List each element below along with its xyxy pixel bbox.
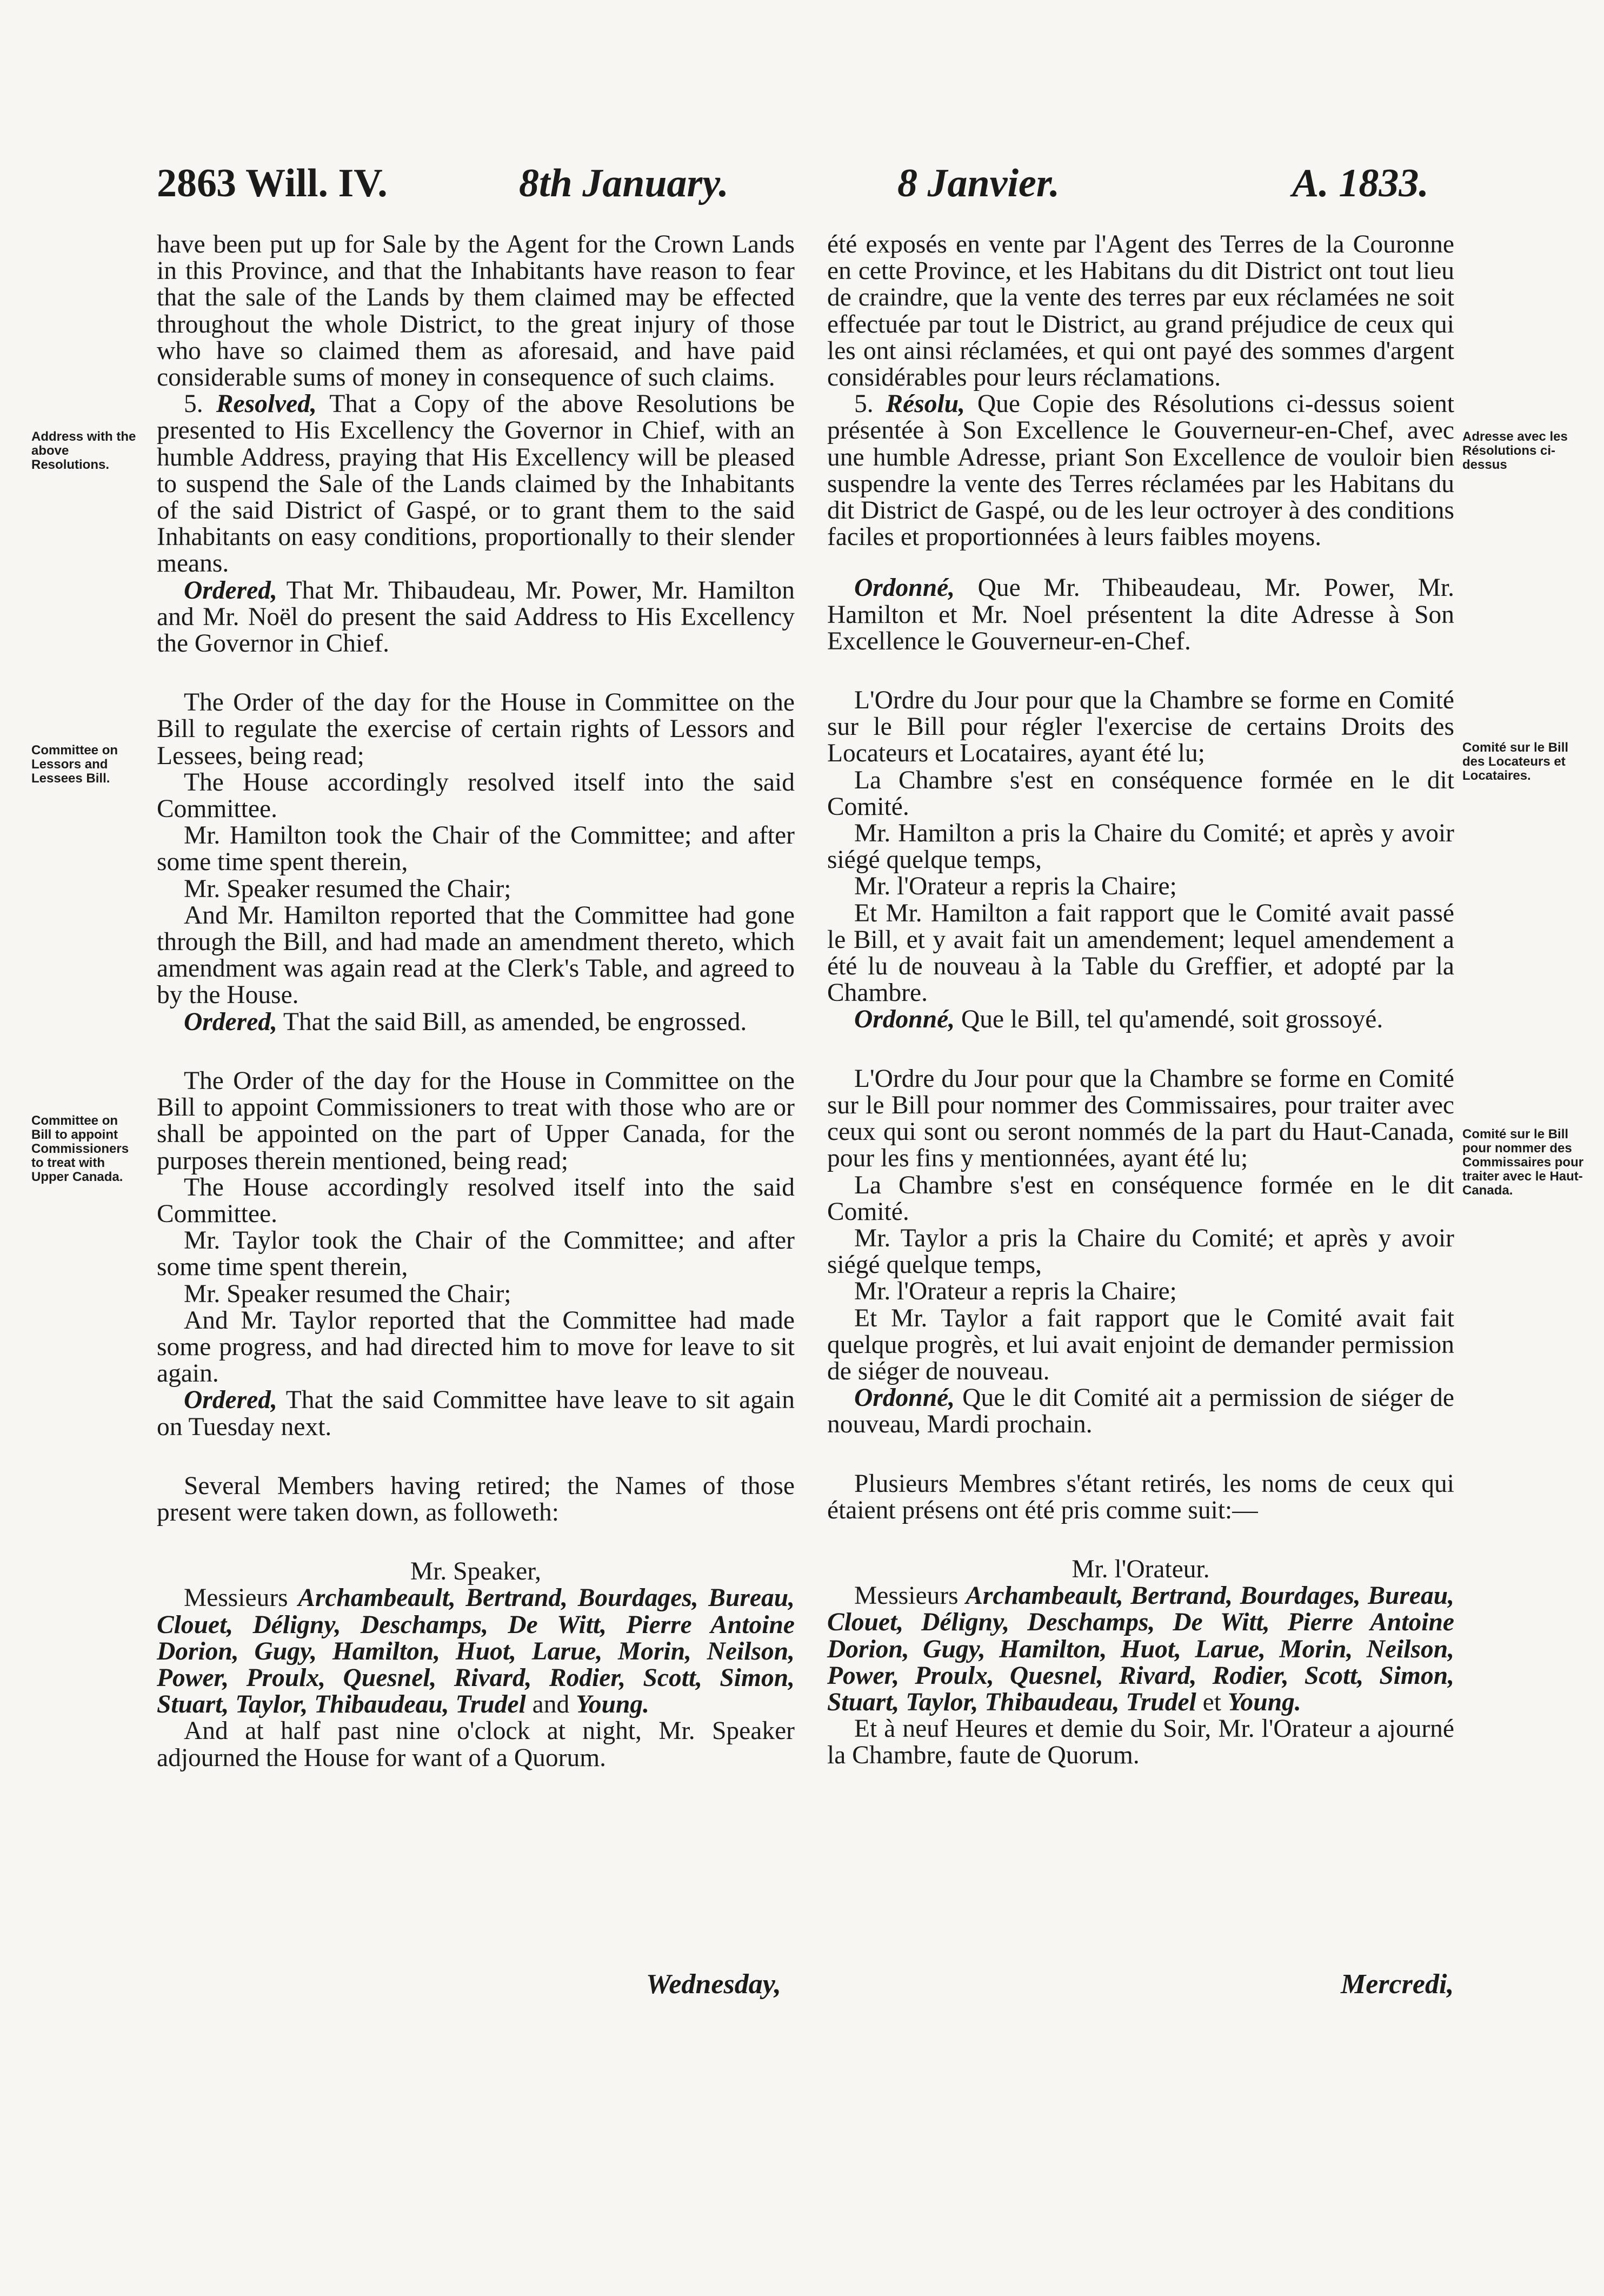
fr-order-address-keyword: Ordonné, bbox=[854, 574, 955, 602]
fr-lessors-ordered-text: Que le Bill, tel qu'amendé, soit grossoyé. bbox=[961, 1005, 1383, 1034]
fr-commissioners-committee-formed: La Chambre s'est en conséquence formée en le dit Comité. bbox=[827, 1171, 1454, 1226]
en-members-and: and bbox=[532, 1690, 570, 1719]
en-resolution-5 bbox=[157, 391, 795, 577]
fr-commissioners-order-read: L'Ordre du Jour pour que la Chambre se forme en Comité sur le Bill pour nommer des Commissaires, pour traiter avec ceux qui sont ou seront nommés de la part du Haut-Canada, pour les fins y mentionnées, ayant été lu; bbox=[827, 1064, 1454, 1173]
fr-commissioners-ordered-text: Que le dit Comité ait a permission de siéger de nouveau, Mardi prochain. bbox=[827, 1384, 1454, 1439]
fr-members-lead: Messieurs bbox=[854, 1582, 959, 1610]
fr-speaker: Mr. l'Orateur. bbox=[1071, 1555, 1210, 1583]
en-lessors-report: And Mr. Hamilton reported that the Committee had gone through the Bill, and had made an amendment thereto, which amendment was again read at the Clerk's Table, and agreed to by the House. bbox=[157, 901, 795, 1010]
fr-members-list bbox=[827, 1583, 1454, 1716]
en-lessors-ordered bbox=[157, 1009, 795, 1036]
page-number: 286 bbox=[157, 161, 217, 205]
en-members-list bbox=[157, 1585, 795, 1718]
en-commissioners-ordered bbox=[157, 1387, 795, 1440]
fr-members-last: Young. bbox=[1227, 1688, 1301, 1716]
fr-adjourn: Et à neuf Heures et demie du Soir, Mr. l'Orateur a ajourné la Chambre, faute de Quorum. bbox=[827, 1715, 1454, 1770]
en-lessors-speaker-resumed: Mr. Speaker resumed the Chair; bbox=[184, 874, 511, 903]
en-commissioners-committee-formed: The House accordingly resolved itself into the said Committee. bbox=[157, 1173, 795, 1228]
fr-commissioners-ordered bbox=[827, 1385, 1454, 1438]
margin-note-commissioners-en: Committee on Bill to appoint Commissioners to treat with Upper Canada. bbox=[31, 1113, 129, 1184]
fr-roll-intro: Plusieurs Membres s'étant retirés, les noms de ceux qui étaient présens ont été pris comme suit:— bbox=[827, 1469, 1454, 1524]
regnal-year: 3 Will. IV. bbox=[216, 161, 388, 205]
fr-lessors-committee-formed: La Chambre s'est en conséquence formée en le dit Comité. bbox=[827, 766, 1454, 821]
fr-order-address-text: Que Mr. Thibeaudeau, Mr. Power, Mr. Hamilton et Mr. Noel présentent la dite Adresse à Son Excellence le Gouverneur-en-Chef. bbox=[827, 574, 1454, 655]
fr-resolution-5 bbox=[827, 391, 1454, 550]
en-speaker: Mr. Speaker, bbox=[410, 1557, 542, 1586]
fr-lessors-order-read: L'Ordre du Jour pour que la Chambre se forme en Comité sur le Bill pour régler l'exercise de certains Droits des Locateurs et Locataires, ayant été lu; bbox=[827, 686, 1454, 768]
en-commissioners-speaker-resumed: Mr. Speaker resumed the Chair; bbox=[184, 1279, 511, 1308]
fr-members-and: et bbox=[1202, 1688, 1221, 1716]
en-resolution-5-text: That a Copy of the above Resolutions be presented to His Excellency the Governor in Chief, with an humble Address, praying that His Excellency will be pleased to suspend the Sale of the Lands claimed by the Inhabitants of the said District of Gaspé, or to grant them to the said Inhabitants on easy conditions, proportionally to their slender means. bbox=[157, 390, 795, 578]
date-french bbox=[897, 163, 1060, 203]
fr-lessors-ordered-keyword: Ordonné, bbox=[854, 1005, 955, 1034]
fr-commissioners-chair: Mr. Taylor a pris la Chaire du Comité; et après y avoir siégé quelque temps, bbox=[827, 1224, 1454, 1279]
fr-resolution-5-number: 5. bbox=[854, 390, 874, 419]
margin-note-address-fr: Adresse avec les Résolutions ci-dessus bbox=[1462, 429, 1568, 472]
english-column bbox=[157, 231, 795, 1771]
en-lessors-order-read: The Order of the day for the House in Committee on the Bill to regulate the exercise of certain rights of Lessors and Lessees, being read; bbox=[157, 688, 795, 770]
en-commissioners-ordered-text: That the said Committee have leave to sit again on Tuesday next. bbox=[157, 1386, 795, 1441]
en-resolution-continued: have been put up for Sale by the Agent for the Crown Lands in this Province, and that the Inhabitants have reason to fear that the sale of the Lands by them claimed may be effected throughout the whole District, to the great injury of those who have so claimed them as aforesaid, and have paid considerable sums of money in consequence of such claims. bbox=[157, 230, 795, 392]
en-commissioners-ordered-keyword: Ordered, bbox=[184, 1386, 277, 1415]
fr-lessors-report: Et Mr. Hamilton a fait rapport que le Comité avait passé le Bill, et y avait fait un amendement; lequel amendement a été lu de nouveau à la Table du Greffier, et adopté par la Chambre. bbox=[827, 899, 1454, 1007]
en-order-address-text: That Mr. Thibaudeau, Mr. Power, Mr. Hamilton and Mr. Noël do present the said Address to His Excellency the Governor in Chief. bbox=[157, 576, 795, 658]
fr-lessors-speaker-resumed: Mr. l'Orateur a repris la Chaire; bbox=[854, 872, 1177, 901]
en-lessors-ordered-keyword: Ordered, bbox=[184, 1007, 277, 1036]
fr-commissioners-speaker-resumed: Mr. l'Orateur a repris la Chaire; bbox=[854, 1277, 1177, 1306]
date-english-text: 8th January. bbox=[519, 161, 729, 205]
fr-lessors-ordered bbox=[827, 1006, 1454, 1033]
en-lessors-committee-formed: The House accordingly resolved itself into the said Committee. bbox=[157, 768, 795, 824]
en-order-address bbox=[157, 578, 795, 658]
en-commissioners-order-read: The Order of the day for the House in Committee on the Bill to appoint Commissioners to treat with those who are or shall be appointed on the part of Upper Canada, for the purposes therein mentioned, being read; bbox=[157, 1066, 795, 1175]
en-commissioners-report: And Mr. Taylor reported that the Committee had made some progress, and had directed him to move for leave to sit again. bbox=[157, 1306, 795, 1388]
en-roll-intro: Several Members having retired; the Names of those present were taken down, as followeth: bbox=[157, 1471, 795, 1527]
en-members-last: Young. bbox=[576, 1690, 650, 1719]
margin-note-lessors-en: Committee on Lessors and Lessees Bill. bbox=[31, 743, 118, 786]
margin-note-lessors-fr: Comité sur le Bill des Locateurs et Locataires. bbox=[1462, 740, 1569, 783]
en-order-address-keyword: Ordered, bbox=[184, 576, 277, 605]
fr-lessors-chair: Mr. Hamilton a pris la Chaire du Comité; et après y avoir siégé quelque temps, bbox=[827, 819, 1454, 874]
fr-resolution-5-keyword: Résolu, bbox=[886, 390, 965, 419]
en-commissioners-chair: Mr. Taylor took the Chair of the Committee; and after some time spent therein, bbox=[157, 1226, 795, 1282]
date-french-text: 8 Janvier. bbox=[897, 161, 1060, 205]
fr-commissioners-report: Et Mr. Taylor a fait rapport que le Comité avait fait quelque progrès, et lui avait enjoint de demander permission de siéger de nouveau. bbox=[827, 1304, 1454, 1385]
fr-order-address bbox=[827, 575, 1454, 655]
date-english bbox=[519, 163, 729, 203]
en-resolution-5-number: 5. bbox=[184, 390, 203, 419]
en-lessors-chair: Mr. Hamilton took the Chair of the Committee; and after some time spent therein, bbox=[157, 821, 795, 877]
en-adjourn: And at half past nine o'clock at night, Mr. Speaker adjourned the House for want of a Quorum. bbox=[157, 1717, 795, 1772]
year-text: A. 1833. bbox=[1292, 161, 1429, 205]
en-members-lead: Messieurs bbox=[184, 1584, 288, 1612]
en-members-names: Archambeault, Bertrand, Bourdages, Bureau, Clouet, Déligny, Deschamps, De Witt, Pierre Antoine Dorion, Gugy, Hamilton, Huot, Larue, Morin, Neilson, Power, Proulx, Quesnel, Rivard, Rodier, Scott, Simon, Stuart, Taylor, Thibaudeau, Trudel bbox=[157, 1584, 795, 1719]
en-resolution-5-keyword: Resolved, bbox=[216, 390, 317, 419]
french-column bbox=[827, 231, 1454, 1769]
fr-resolution-5-text: Que Copie des Résolutions ci-dessus soient présentée à Son Excellence le Gouverneur-en-Chef, avec une humble Adresse, priant Son Excellence de vouloir bien suspendre la vente des Terres réclamées par les Habitans du dit District de Gaspé, ou de les leur octroyer à des conditions faciles et proportionnées à leurs faibles moyens. bbox=[827, 390, 1455, 552]
fr-members-names: Archambeault, Bertrand, Bourdages, Bureau, Clouet, Déligny, Deschamps, De Witt, Pierre Antoine Dorion, Gugy, Hamilton, Huot, Larue, Morin, Neilson, Power, Proulx, Quesnel, Rivard, Rodier, Scott, Simon, Stuart, Taylor, Thibaudeau, Trudel bbox=[827, 1582, 1454, 1716]
fr-commissioners-ordered-keyword: Ordonné, bbox=[854, 1384, 955, 1412]
en-lessors-ordered-text: That the said Bill, as amended, be engrossed. bbox=[283, 1007, 747, 1036]
fr-resolution-continued: été exposés en vente par l'Agent des Terres de la Couronne en cette Province, et les Habitans du dit District ont tout lieu de craindre, que la vente des terres par eux réclamées ne soit effectuée par tout le District, au grand préjudice de ceux qui les ont ainsi réclamées, et qui ont payé des sommes d'argent considérables pour leurs réclamations. bbox=[827, 230, 1454, 392]
margin-note-commissioners-fr: Comité sur le Bill pour nommer des Commissaires pour traiter avec le Haut-Canada. bbox=[1462, 1127, 1584, 1198]
margin-note-address-en: Address with the above Resolutions. bbox=[31, 429, 136, 472]
catchword-french: Mercredi, bbox=[1341, 1969, 1454, 2000]
year bbox=[1292, 163, 1429, 203]
catchword-english: Wednesday, bbox=[646, 1969, 781, 2000]
